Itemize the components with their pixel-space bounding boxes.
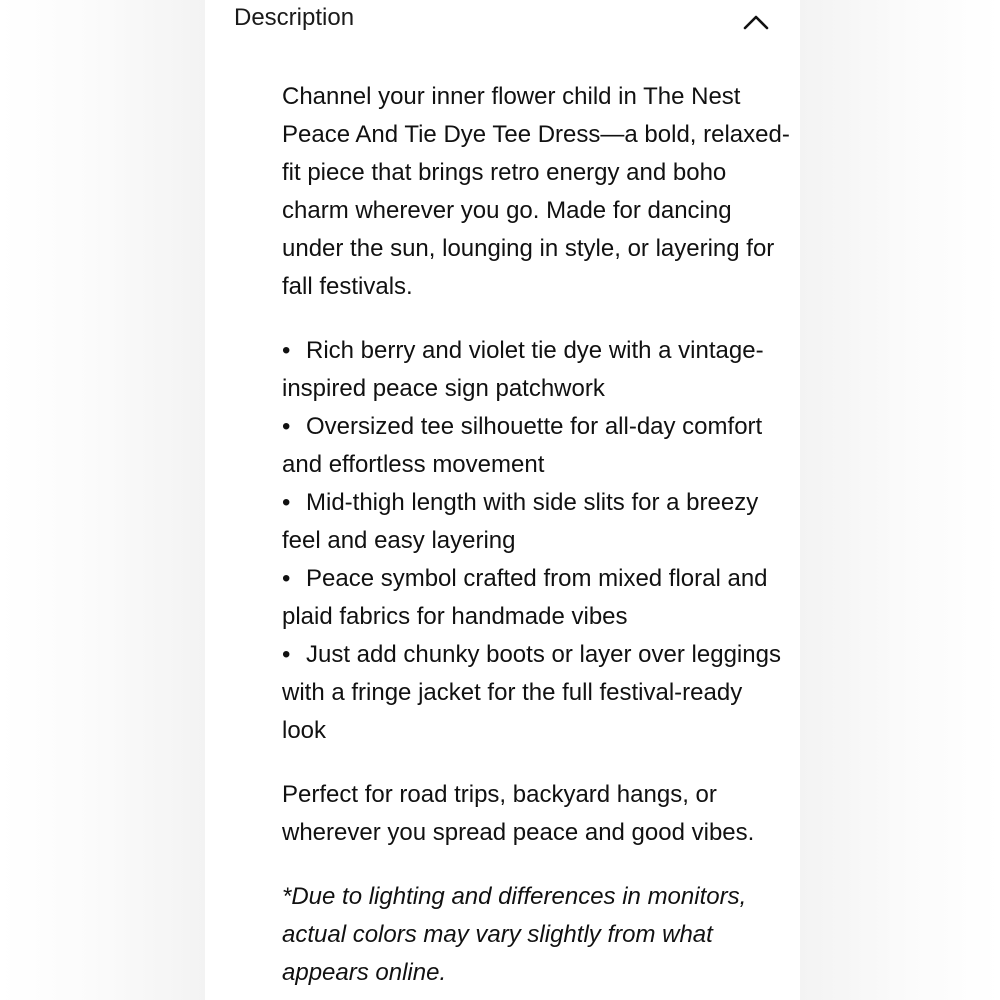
bullet-icon: • <box>282 641 291 668</box>
feature-text: Just add chunky boots or layer over leggings with a fringe jacket for the full festival-ready look <box>282 641 781 744</box>
feature-text: Rich berry and violet tie dye with a vintage-inspired peace sign patchwork <box>282 337 764 402</box>
bullet-icon: • <box>282 489 291 516</box>
feature-list <box>282 332 792 750</box>
description-accordion-toggle[interactable] <box>205 0 800 40</box>
page-background-right <box>800 0 1000 1000</box>
chevron-up-icon[interactable] <box>742 10 770 34</box>
color-disclaimer: *Due to lighting and differences in monitors, actual colors may vary slightly from what appears online. <box>282 883 747 986</box>
description-body <box>282 78 792 992</box>
product-description-panel <box>205 0 800 1000</box>
bullet-icon: • <box>282 565 291 592</box>
page-background-left <box>0 0 205 1000</box>
feature-list-item <box>282 408 792 484</box>
description-closing: Perfect for road trips, backyard hangs, or wherever you spread peace and good vibes. <box>282 781 755 846</box>
feature-list-item <box>282 484 792 560</box>
bullet-icon: • <box>282 413 291 440</box>
feature-text: Oversized tee silhouette for all-day comfort and effortless movement <box>282 413 763 478</box>
feature-list-item <box>282 636 792 750</box>
accordion-title: Description <box>234 4 355 31</box>
feature-list-item <box>282 560 792 636</box>
bullet-icon: • <box>282 337 291 364</box>
feature-text: Peace symbol crafted from mixed floral and plaid fabrics for handmade vibes <box>282 565 768 630</box>
description-intro: Channel your inner flower child in The Nest Peace And Tie Dye Tee Dress—a bold, relaxed-fit piece that brings retro energy and boho charm wherever you go. Made for dancing under the sun, lounging in style, or layering for fall festivals. <box>282 83 790 300</box>
feature-list-item <box>282 332 792 408</box>
feature-text: Mid-thigh length with side slits for a breezy feel and easy layering <box>282 489 759 554</box>
